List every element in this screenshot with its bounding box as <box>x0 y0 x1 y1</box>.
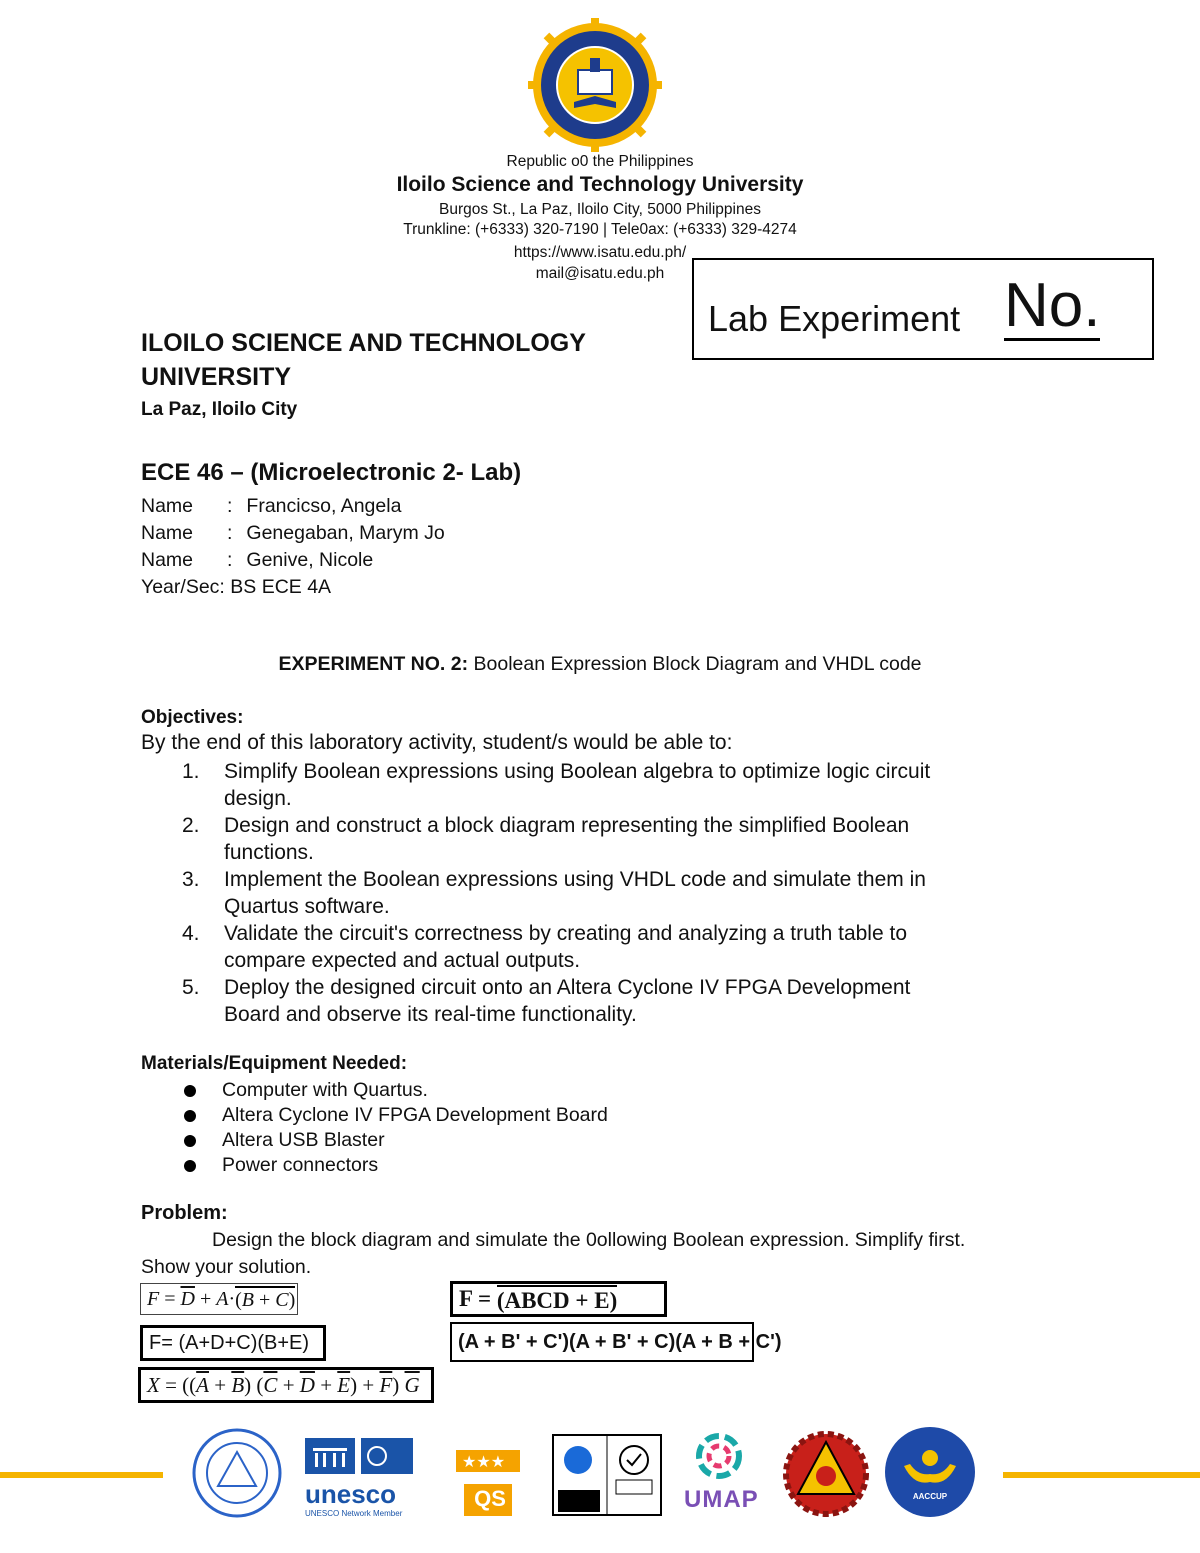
eq3-equals: = <box>165 1372 177 1397</box>
aaccup-text: AACCUP <box>912 1492 948 1501</box>
objective-number: 4. <box>182 922 200 945</box>
equation-3 <box>138 1367 434 1403</box>
umap-logo-icon <box>688 1430 750 1482</box>
lab-experiment-box <box>692 258 1154 360</box>
experiment-line <box>0 653 1200 676</box>
material-item <box>182 1153 608 1178</box>
equation-4 <box>450 1281 667 1317</box>
objective-text-cont: Board and observe its real-time functionality. <box>224 1003 637 1026</box>
objective-text: Deploy the designed circuit onto an Altera Cyclone IV FPGA Development <box>224 976 911 999</box>
institution-name-line1: ILOILO SCIENCE AND TECHNOLOGY <box>141 329 586 357</box>
svg-text:★★★: ★★★ <box>462 1452 506 1471</box>
eq4-inner: (ABCD + E) <box>497 1285 617 1314</box>
eq3-g: $\overline{G}$ <box>404 1372 420 1397</box>
yearsec-row <box>141 574 445 601</box>
objectives-heading: Objectives: <box>141 707 244 728</box>
name-colon: : <box>227 549 233 571</box>
material-text: Computer with Quartus. <box>222 1079 428 1101</box>
eq3-close: ) <box>350 1372 358 1397</box>
eq3-x: X <box>147 1372 160 1397</box>
material-item <box>182 1078 608 1103</box>
eq1-plus: + <box>259 1289 271 1311</box>
student-name: Genive, Nicole <box>246 549 374 571</box>
objective-text-cont: design. <box>224 787 292 810</box>
experiment-label: EXPERIMENT NO. 2: <box>278 653 469 675</box>
objective-text: Design and construct a block diagram representing the simplified Boolean <box>224 814 910 837</box>
problem-text-line2: Show your solution. <box>141 1256 312 1278</box>
materials-list <box>182 1078 608 1178</box>
unesco-temple-icon <box>305 1438 415 1474</box>
problem-text-line1: Design the block diagram and simulate the 0ollowing Boolean expression. Simplify first. <box>212 1229 966 1251</box>
eq3-a: $\overline{A}$ <box>196 1372 209 1397</box>
objective-item <box>182 812 1042 866</box>
eq1-lparen: ( <box>235 1289 242 1311</box>
eq1-a: A <box>216 1287 229 1310</box>
name-label: Name <box>141 549 194 571</box>
student-row <box>141 520 445 547</box>
lab-experiment-label: Lab Experiment <box>708 298 961 339</box>
eq1-f: F <box>147 1287 160 1310</box>
eq3-plus: + <box>362 1372 375 1397</box>
objective-text: Validate the circuit's correctness by creating and analyzing a truth table to <box>224 922 907 945</box>
eq3-e: $\overline{E}$ <box>337 1372 351 1397</box>
student-info <box>141 493 445 601</box>
eq3-d: $\overline{D}$ <box>299 1372 315 1397</box>
student-name: Francicso, Angela <box>246 495 402 517</box>
objective-number: 5. <box>182 976 200 999</box>
student-row <box>141 547 445 574</box>
objective-number: 3. <box>182 868 200 891</box>
name-label: Name <box>141 522 194 544</box>
objectives-list <box>182 758 1042 1028</box>
institution-location: La Paz, Iloilo City <box>141 399 298 420</box>
gear-seal-logo <box>780 1424 872 1520</box>
eq3-plus: + <box>214 1372 227 1397</box>
trunkline-line: Trunkline: (+6333) 320-7190 | Tele0ax: (+6333) 329-4274 <box>403 221 797 238</box>
objective-item <box>182 920 1042 974</box>
eq3-c: $\overline{C}$ <box>263 1372 278 1397</box>
yearsec-label: Year/Sec: <box>141 576 225 598</box>
iso-certification-logo <box>552 1434 662 1516</box>
university-name-header: Iloilo Science and Technology University <box>396 173 804 196</box>
objective-text-cont: Quartus software. <box>224 895 390 918</box>
objective-number: 2. <box>182 814 200 837</box>
bullet-icon <box>184 1160 196 1172</box>
eq4-lhs: F = <box>459 1286 492 1311</box>
course-title: ECE 46 – (Microelectronic 2- Lab) <box>141 459 522 486</box>
eq3-close: ) <box>244 1372 252 1397</box>
objectives-intro: By the end of this laboratory activity, student/s would be able to: <box>141 731 733 754</box>
bullet-icon <box>184 1110 196 1122</box>
address-line: Burgos St., La Paz, Iloilo City, 5000 Philippines <box>439 201 761 218</box>
footer-bar-right <box>1003 1472 1200 1478</box>
student-row <box>141 493 445 520</box>
email-link[interactable]: mail@isatu.edu.ph <box>535 265 665 282</box>
bullet-icon <box>184 1085 196 1097</box>
qs-text: QS <box>474 1486 506 1511</box>
umap-text: UMAP <box>684 1486 759 1513</box>
material-item <box>182 1128 608 1153</box>
institution-name-line2: UNIVERSITY <box>141 363 292 391</box>
objective-text: Simplify Boolean expressions using Boolean algebra to optimize logic circuit <box>224 760 931 783</box>
objective-item <box>182 758 1042 812</box>
unesco-subtext: UNESCO Network Member <box>305 1509 403 1518</box>
unesco-logo <box>305 1438 415 1518</box>
eq3-f: $\overline{F}$ <box>379 1372 393 1397</box>
equation-1 <box>140 1283 298 1315</box>
objective-text: Implement the Boolean expressions using VHDL code and simulate them in <box>224 868 926 891</box>
yearsec-value: BS ECE 4A <box>230 576 332 598</box>
material-text: Power connectors <box>222 1154 379 1176</box>
equation-2: F= (A+D+C)(B+E) <box>140 1325 326 1361</box>
eq1-dot: · <box>228 1287 236 1310</box>
objective-item <box>182 866 1042 920</box>
eq1-plus: + <box>199 1287 212 1310</box>
eq1-b: B <box>241 1289 255 1311</box>
objective-text-cont: compare expected and actual outputs. <box>224 949 581 972</box>
objective-number: 1. <box>182 760 200 783</box>
eq3-open: (( <box>182 1372 197 1397</box>
objective-item <box>182 974 1042 1028</box>
name-colon: : <box>227 495 233 517</box>
eq3-b: $\overline{B}$ <box>231 1372 245 1397</box>
eq3-plus: + <box>282 1372 295 1397</box>
materials-heading: Materials/Equipment Needed: <box>141 1053 408 1074</box>
equation-5: (A + B' + C')(A + B' + C)(A + B + C') <box>450 1322 754 1362</box>
aaccup-logo <box>884 1426 976 1518</box>
bullet-icon <box>184 1135 196 1147</box>
problem-heading: Problem: <box>141 1202 228 1224</box>
material-text: Altera USB Blaster <box>222 1129 385 1151</box>
eq3-close: ) <box>392 1372 400 1397</box>
experiment-title: Boolean Expression Block Diagram and VHDL code <box>473 653 922 675</box>
footer-bar-left <box>0 1472 163 1478</box>
student-name: Genegaban, Marym Jo <box>246 522 445 544</box>
republic-line: Republic o0 the Philippines <box>506 153 694 170</box>
eq1-d: $\overline{D}$ <box>180 1287 195 1310</box>
unesco-text: unesco <box>305 1479 397 1509</box>
lab-experiment-number: No. <box>1004 271 1101 340</box>
eq3-plus: + <box>320 1372 333 1397</box>
eq1-c: C <box>275 1289 289 1311</box>
material-text: Altera Cyclone IV FPGA Development Board <box>222 1104 608 1126</box>
name-colon: : <box>227 522 233 544</box>
association-seal-logo <box>192 1428 282 1518</box>
eq1-rparen: ) <box>288 1289 296 1311</box>
website-link[interactable]: https://www.isatu.edu.ph/ <box>513 244 687 261</box>
eq1-equals: = <box>164 1287 176 1310</box>
material-item <box>182 1103 608 1128</box>
objective-text-cont: functions. <box>224 841 314 864</box>
name-label: Name <box>141 495 194 517</box>
eq3-lparen: ( <box>256 1372 264 1397</box>
university-seal-logo <box>528 18 662 152</box>
